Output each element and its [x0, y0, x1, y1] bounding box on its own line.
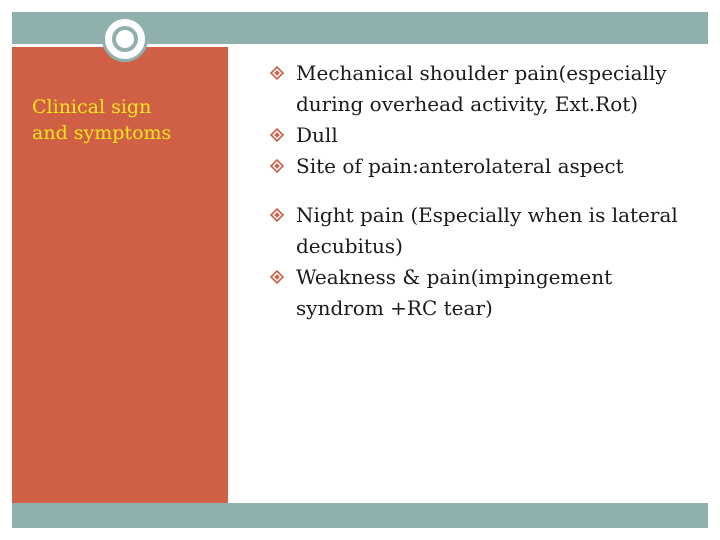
bullet-text: Mechanical shoulder pain(especially during overhead activity, Ext.Rot)	[296, 61, 667, 116]
diamond-bullet-icon	[270, 128, 284, 142]
bullet-text: Dull	[296, 123, 338, 147]
bullet-item	[270, 200, 700, 262]
ring-ornament-icon	[102, 16, 148, 62]
bullet-group-2	[270, 200, 700, 324]
bullet-item	[270, 120, 700, 151]
panel-divider	[228, 47, 230, 503]
bullet-text: Weakness & pain(impingement syndrom +RC tear)	[296, 265, 613, 320]
bullet-list	[270, 58, 700, 324]
ring-inner	[112, 26, 138, 52]
diamond-bullet-icon	[270, 66, 284, 80]
bottom-band	[12, 503, 708, 528]
bullet-group-1	[270, 58, 700, 182]
bullet-item	[270, 151, 700, 182]
bullet-item	[270, 262, 700, 324]
diamond-bullet-icon	[270, 208, 284, 222]
bullet-text: Site of pain:anterolateral aspect	[296, 154, 624, 178]
diamond-bullet-icon	[270, 270, 284, 284]
bullet-item	[270, 58, 700, 120]
bullet-text: Night pain (Especially when is lateral decubitus)	[296, 203, 678, 258]
diamond-bullet-icon	[270, 159, 284, 173]
slide-side-title: Clinical sign and symptoms	[32, 96, 172, 144]
